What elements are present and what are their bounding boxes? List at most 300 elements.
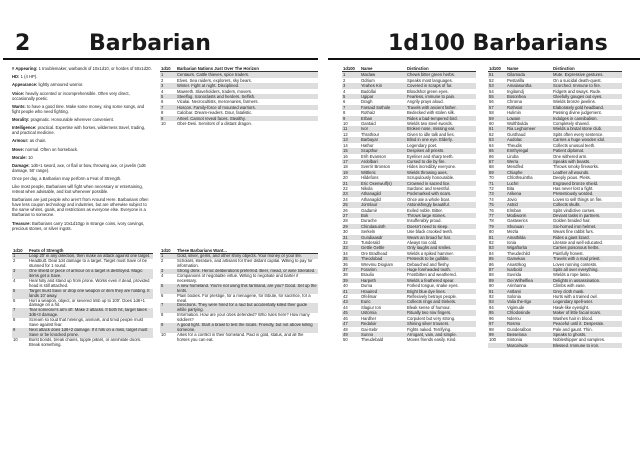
table-cell: 61 [488,126,506,131]
table-cell: Chroma [507,99,522,105]
table-body [342,72,476,343]
stat-paragraph [12,197,152,217]
table-cell: Hides incredibly everyone. [407,164,457,170]
table-cell: 65 [488,148,506,153]
table-cell: Gundiaasdr [360,235,406,240]
table-cell: 8 [343,110,346,116]
table-cell: Speaks with beasts. [552,159,622,164]
table-cell: Maker of little facial scars. [552,310,622,315]
table-cell: Patient diplomat. [552,148,622,153]
table-cell: 9 [342,116,360,121]
table-cell: 3 [160,269,176,274]
table-cell: 32 [343,240,348,245]
table-cell: Emthyregal [506,148,552,153]
table-cell: Scorched. Immune to fire. [552,83,622,88]
table-cell: 58 [489,110,494,116]
table-cell: 2 [161,77,164,83]
table-cell: Theudebald [361,337,384,343]
table-cell: 77 [488,213,506,218]
table-cell: Burst bonds, break chains, topple pillars, or annihilate doors. Break something. [29,337,142,347]
column-header: These Barbarians Want... [176,248,318,254]
table-cell: Completely shaved. [553,121,590,127]
table-cell: 73 [488,191,506,196]
table-cell: Gunderalbon [507,326,532,332]
stat-paragraph [12,66,152,71]
table-cell: Mawreth. Slaveholders, traders, movers. [177,88,253,94]
table-cell: 38 [343,272,348,278]
table-cell: Gilamoda [506,72,552,78]
table-cell: 78 [489,218,494,224]
table-row [488,321,622,326]
table-cell: Gantaid [361,121,376,127]
table-cell: Bleak sense of humour. [407,304,451,310]
table-cell: Exiled noble. Bitter. [407,207,443,213]
table-cell: Cursed to die by fire. [406,159,476,164]
stat-paragraph [12,91,152,101]
stat-label: Morality: [12,116,30,122]
table-cell: 10 [161,121,166,127]
table-cell: Painfully honest. [553,250,584,256]
table-cell: Wields two steel swords. [407,121,453,127]
table-cell: Valia the-Ilgo [506,299,552,304]
stat-text: 10 [28,154,33,160]
table-row [160,303,318,313]
table-cell: Gettle Gettle [360,245,406,250]
table-cell: Antlami [506,289,552,294]
table-cell: Liruba [507,153,519,159]
table-cell: On a suicidal death-quest. [553,77,602,83]
stat-paragraph [12,74,152,79]
table-cell: 42 [343,294,348,300]
table-cell: Strong drink. Heroic deliberations preferred. Beer, mead, or wine tolerated. [176,269,318,274]
table-cell: Loves to sell things on fire. [553,196,603,202]
table-cell: Hurts with a trained owl. [553,294,598,300]
table-cell: 3 [12,269,28,279]
table-cell: 33 [342,245,360,250]
table-body [160,72,318,127]
table-cell: Ndernu [507,315,521,321]
table-cell: Athanagild [360,191,406,196]
table-cell: 5 [160,284,176,294]
table-row [342,164,476,169]
table-cell: Durache [361,218,377,224]
table-cell: Delights in assassination. [552,278,622,283]
table-cell: Always too cold. [407,240,438,245]
data-table [488,66,622,348]
table-cell: Bedecked with stolen silk. [407,110,455,116]
table-cell: Collects rings and trinkets. [406,299,476,304]
table-cell: Angrily prays aloud. [407,99,444,105]
table-cell: Fidgets and sways. Rude. [553,88,602,94]
table-cell: 10 [161,332,166,337]
stat-text: Barbarians are just people who aren't from Around Here. Barbarians often have less coupon technology and industries, but are otherwise subject to the same whims, goals, and restrictions as everyone else. Everyone is a Barbarian to someone. [12,197,149,218]
table-cell: Speaks most languages. [407,77,453,83]
table-cell: 23 [342,191,360,196]
table-cell: Hraaired [360,289,406,294]
table-cell: A new homeland. You're not using this farmland, are you? Good. Set up the tents. [177,283,317,293]
table-cell: Despises all priests. [406,148,476,153]
table-row [12,308,153,318]
table-row [160,333,318,343]
table-row [160,323,318,333]
feats-of-strength-table [12,248,153,348]
table-cell: 17 [342,159,360,164]
table-cell: 71 [488,181,506,186]
table-cell: Odrium [361,77,375,83]
table-cell: Gunthaud [507,131,526,137]
table-cell: A good fight. Start a brawl to test the locals. Friendly, but not above killing someone. [176,323,318,333]
stat-text: 1 troublemaker, warbands of 10x1d10, or hordes of 50x1d20. [38,66,152,71]
table-cell: 51 [488,72,506,78]
table-row [160,294,318,304]
table-cell: Winter. Fight at night. Disciplined. [176,83,318,88]
table-cell: Hawk-like eyesight. [553,304,590,310]
table-cell: Indulges in cannibalism. [552,116,622,121]
table-cell: Golden braided hair. [553,218,591,224]
table-cell: Pale and gaunt. Thin. [553,326,593,332]
table-cell: 43 [342,299,360,304]
table-cell: One withered arm. [553,153,588,159]
table-cell: Gai-Sebr [361,326,378,332]
table-cell: 3 [342,83,360,88]
table-row [12,299,153,309]
table-cell: 56 [489,99,494,105]
table-cell: Wields a rope lasso. [553,272,591,278]
table-cell: 54 [489,88,494,94]
table-cell: Maclaw [360,72,406,78]
table-cell: Gamekao [506,256,552,261]
table-cell: Theodobad [360,256,406,261]
table-cell: 8 [161,110,164,116]
table-cell: Hildefons [361,175,379,181]
table-cell: 68 [489,164,494,170]
table-cell: Throws smoky fireworks. [553,164,600,170]
table-cell: Next attack does 1d6+2 damage. If it hits on a miss, target must Save or be knocked prone. [28,328,153,338]
table-cell: Has never lost a fight. [553,185,594,191]
table-cell: Collects skulls. [552,202,622,207]
table-cell: Doesn't need to sleep. [406,224,476,229]
table-cell: 99 [488,332,506,337]
table-cell: Bita [507,185,515,191]
table-cell: 53 [488,83,506,88]
table-cell: Bosonhea [506,94,552,99]
stat-paragraph [12,163,152,173]
barbarians-table-51-100 [488,66,622,348]
table-cell: 7 [160,303,176,313]
column-header: 1d10 [160,66,176,72]
table-cell: Yeahes Kin [360,83,406,88]
table-cell: Speaks to ghosts. [552,332,622,337]
column-header: 1d10 [12,248,28,254]
stat-text: normal. Often on horseback. [25,146,79,152]
table-row [12,338,153,348]
table-cell: Rosmo [506,321,552,326]
table-cell: 48 [343,326,348,332]
column-header: 1d100 [488,66,506,72]
table-cell: Wields a brutal stone club. [552,126,622,131]
table-row [12,328,153,338]
table-cell: Vicalai. Necrocultists, mercenaries, farmers. [177,99,259,105]
table-cell: 14 [343,142,348,148]
table-cell: 8 [161,313,164,318]
table-cell: Erih Evanson [361,153,386,159]
table-cell: Amalasuntha [506,83,552,88]
table-cell: Scrupulously honourable. [407,175,455,181]
table-cell: Blind in one eye. Elderly. [406,137,476,142]
table-cell: Six-horned iron helmet. [552,224,622,229]
table-cell: Rothsiot [506,105,552,110]
nations-table [160,66,318,126]
table-cell: Tunderald [361,240,380,245]
table-cell: Wigaftorita [506,245,552,250]
left-page-header [3,30,318,60]
table-cell: Blessed. Immune to iron. [552,343,622,348]
table-cell: Passing divine judgement. [553,110,602,116]
table-cell: Hathur [361,142,374,148]
table-cell: Calcibar. Dream-readers. Dour, fatalistic. [177,110,253,116]
table-cell: 52 [489,77,494,83]
column-header: Barbarian Nations Just Over The Horizon [176,66,318,72]
table-cell: Scream so loud that hirelings, animals, and timid people must Save against fear. [29,318,144,328]
table-cell: 63 [488,137,506,142]
table-cell: Tear someone's arm off. Make 2 attacks. If both hit, target takes 3d6+3 damage. [28,308,153,318]
table-row [342,337,476,342]
table-cell: 30 [343,229,348,235]
table-cell: Once ate a whole boar. [407,196,451,202]
table-cell: 35 [342,256,360,261]
table-cell: 89 [488,278,506,283]
stat-block [12,66,152,234]
table-cell: 39 [342,278,360,283]
table-row [342,283,476,288]
table-cell: Chlothsuintha [507,175,533,181]
table-cell: Peaceful until it. Desperate. [552,321,622,326]
table-row [488,337,622,342]
table-cell: Hardher [361,315,377,321]
table-cell: 4 [161,274,164,279]
table-cell: Astonishingly beautiful. [406,202,476,207]
table-row [488,72,622,78]
column-header: Name [506,66,552,72]
table-cell: Gei Wilhelfiea [506,278,552,283]
table-cell: 59 [488,116,506,121]
table-cell: 62 [489,131,494,137]
table-cell: Lowain [506,116,552,121]
table-cell: 96 [489,315,494,321]
stat-paragraph [12,184,152,194]
table-cell: Athanagild [361,196,381,202]
right-page-header [328,30,640,60]
table-cell: Loves running contests. [553,261,598,267]
column-header: 1d100 [342,66,360,72]
table-cell: Arteel. Cannot reveal faces. Stealthy. [176,116,318,121]
stat-text: 1d6+1 sword, axe, or flail or bow, throwing axe, or javelin (1d6 damage, 50' range). [12,162,146,173]
stat-label: Damage: [12,162,30,168]
stat-label: Treasure: [12,220,31,226]
table-cell: 93 [488,299,506,304]
table-cell: Spits often every sentence. [553,131,604,137]
table-cell: 18 [343,164,348,170]
stat-paragraph [12,138,152,143]
table-cell: 1 [160,254,176,259]
table-cell: Carries poisonous herbs. [552,245,622,250]
column-header: Name [360,66,406,72]
table-cell: Marcalrude [506,343,552,348]
table-cell: 44 [343,304,348,310]
table-cell: Serkeln [361,229,376,235]
table-cell: Chews bitter green herbs. [406,72,476,78]
table-cell: Gadamir [361,207,378,213]
table-cell: Wields bronze javelins. [553,99,596,105]
table-cell: Crowned in sacred lice. [406,181,476,186]
stat-label: Wants: [12,103,26,109]
table-row [488,137,622,142]
table-cell: 27 [342,213,360,218]
table-row [488,343,622,348]
stat-paragraph [12,104,152,114]
table-cell: Broken nose, missing ear. [406,126,476,131]
table-cell: Mendfed [507,164,524,170]
table-cell: Hulimin [507,110,521,116]
table-cell: Ria Leghomeer [506,126,552,131]
table-cell: Covered in scraps of fur. [406,83,476,88]
stat-label: Voice: [12,90,25,96]
table-cell: 4 [13,278,16,283]
table-cell: 75 [488,202,506,207]
table-cell: Sunno [360,332,406,337]
table-cell: Duma [361,283,373,289]
table-cell: Grey cloth mask. [552,289,622,294]
data-table [160,66,318,126]
table-body [488,72,622,348]
table-row [12,259,153,269]
table-cell: Allies for a conflict in their homeland. Paid in gold, status, and all the horses you can eat. [177,332,304,342]
table-cell: Sintonia [507,337,523,343]
table-cell: 72 [489,185,494,191]
stat-label: Move: [12,146,25,152]
table-row [12,318,153,328]
table-cell: Travels with ancient father. [406,105,476,110]
table-row [160,274,318,284]
table-cell: Vigimude [507,304,525,310]
table-cell: Throws large stones. [406,213,476,218]
stat-paragraph [12,155,152,160]
table-cell: 24 [343,196,348,202]
table-cell: Pockmarked with scars. [406,191,476,196]
table-cell: Spits all over everything. [552,267,622,272]
table-cell: 91 [488,289,506,294]
table-cell: Bloodshot green eyes. [407,88,449,94]
table-cell: Headbutt. Deal 1d4 damage to a target. Target must Save or be stunned for 1 round. [29,259,147,269]
table-cell: 88 [489,272,494,278]
table-cell: 45 [342,310,360,315]
data-table [160,248,318,343]
table-cell: Companions of negotiable virtue. Willing to negotiate and barter if necessary. [177,274,299,283]
table-cell: 7 [12,308,28,318]
table-cell: Mezla [507,229,519,235]
column-header: Distinction [406,66,476,72]
table-cell: Redaloir [360,321,406,326]
table-cell: 90 [489,283,494,289]
table-row [12,279,153,289]
table-cell: Eric Oxenwulf(s) [360,181,406,186]
table-cell: Theudechild [507,250,530,256]
stat-text: 1 (4 HP). [20,74,38,80]
table-cell: Amathilda [506,235,552,240]
table-cell: Wittleric [360,170,406,175]
table-cell: Literate and well educated. [553,240,604,245]
table-cell: Barbayar [360,137,406,142]
table-cell: Steelfog. Iconoclasts and herders. Selfish. [176,94,318,99]
table-cell: 94 [489,304,494,310]
table-cell: Ionia [507,240,517,245]
table-cell: Ore Bradhead [361,250,388,256]
table-cell: 64 [489,142,494,148]
table-cell: 19 [342,170,360,175]
table-cell: Forarinn [360,267,406,272]
page-title: Barbarian [89,31,211,56]
table-cell: Huge foreheaded tooth. [406,267,476,272]
table-cell: 67 [488,159,506,164]
table-cell: Ofelimar [361,294,377,300]
table-cell: 15 [342,148,360,153]
table-cell: Elmban [507,207,522,213]
table-cell: Modiworm [506,213,552,218]
column-header: 1d10 [160,248,176,254]
table-cell: Gastwerics [507,218,528,224]
table-cell: Ivarbold [506,267,552,272]
table-cell: 29 [342,224,360,229]
table-cell: 6 [13,298,16,303]
table-cell: Ivor [360,126,406,131]
table-cell: 92 [489,294,494,300]
table-cell: Shunuan [506,224,552,229]
table-cell: 60 [489,121,494,127]
table-cell: Legendary poet. [407,142,438,148]
table-cell: Ustornia [360,310,406,315]
table-cell: Chiaphe [506,170,552,175]
table-cell: Carries a huge wooden idol. [552,137,622,142]
table-cell: 9 [12,328,28,338]
data-table [342,66,476,343]
table-cell: Moves friends easily. Kind. [407,337,457,343]
table-cell: Ritually two row fingers. [406,310,476,315]
table-cell: Fearless, immune to pain. [406,94,476,99]
table-cell: Ardolbari [360,159,406,164]
table-cell: Wulthbulda [507,121,528,127]
table-cell: Wields a feathered spear. [406,278,476,283]
table-cell: Leap 20' in any direction, then make an attack against one target. [28,254,153,259]
table-cell: Plain bodies. For prestige, for a menagerie, for tribute, for sacrifice, for a meal. [177,293,311,303]
table-cell: Suvrida [507,272,522,278]
table-cell: 66 [489,153,494,159]
table-cell: 34 [343,250,348,256]
table-cell: Anastrkog [507,261,526,267]
table-cell: Deeply pious. Pleits. [553,175,591,181]
table-cell: Gold, silver, gems, and other shiny objects. Your money or your life. [176,254,318,259]
stat-text: lightly armoured warrior. [38,82,84,88]
table-cell: Eyeliner and sharp teeth. [407,153,454,159]
table-cell: Gleefully gouges out eyes. [552,94,622,99]
table-cell: 95 [488,310,506,315]
table-cell: Slagiur Ion [361,304,382,310]
stat-paragraph [12,125,152,135]
table-cell: 69 [488,170,506,175]
stat-paragraph [12,147,152,152]
stat-label: HD: [12,74,20,80]
table-cell: Wrevmu Diogiam [361,261,394,267]
table-cell: Theudis [507,142,522,148]
